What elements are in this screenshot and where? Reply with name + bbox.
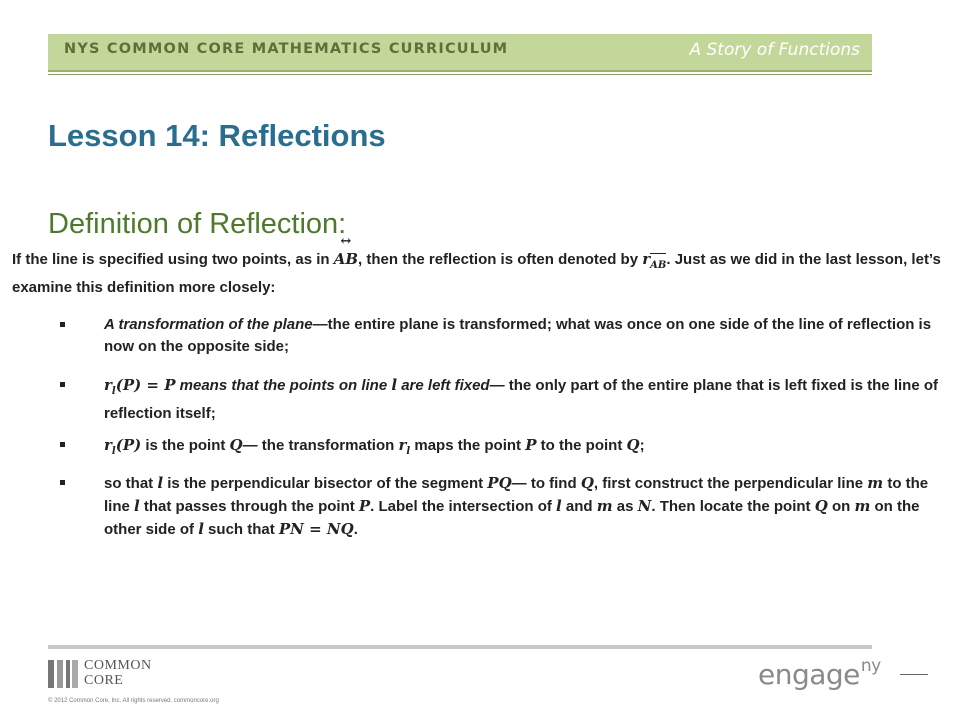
bullet-text-part: is the point: [141, 437, 230, 454]
bullet-text-part: so that: [104, 475, 158, 492]
math-l: l: [198, 520, 204, 538]
bullet-lead: means that the points on line: [175, 377, 392, 394]
bullet-text-part: is the perpendicular bisector of the segment: [163, 475, 488, 492]
math-pq: PQ: [487, 474, 512, 492]
math-equation: PN = NQ: [278, 520, 354, 538]
math-r: r: [398, 436, 407, 454]
curriculum-label: NYS COMMON CORE MATHEMATICS CURRICULUM: [64, 41, 509, 57]
logo-line: COMMON: [84, 658, 152, 673]
bullet-text: [104, 472, 944, 541]
math-p: P: [525, 436, 537, 454]
math-l: l: [134, 497, 140, 515]
bullet-icon: [60, 442, 65, 447]
header-banner: [48, 34, 872, 72]
common-core-logo-icon: [48, 660, 78, 688]
math-r: r: [104, 376, 112, 394]
bullet-text-part: — to find: [511, 475, 581, 492]
bullet-text: [104, 374, 944, 425]
reflection-subscript: AB: [650, 255, 666, 277]
bullet-text-part: to the point: [536, 437, 627, 454]
math-l: l: [556, 497, 562, 515]
footer-divider: [48, 645, 872, 649]
math-q: Q: [229, 436, 243, 454]
bullet-text-part: — the transformation: [242, 437, 399, 454]
engage-text: engage: [758, 658, 860, 691]
bullet-text: [104, 434, 944, 463]
math-expr: (P): [115, 436, 142, 454]
lesson-title: Lesson 14: Reflections: [48, 118, 386, 153]
bullet-text-part: ;: [639, 437, 645, 454]
bullet-icon: [60, 382, 65, 387]
bullet-rest: —the entire plane is transformed; what was once on one side of the line of reflection is now on the opposite side;: [104, 316, 932, 355]
bullet-text-part: that passes through the point: [139, 498, 359, 515]
math-q: Q: [580, 474, 594, 492]
math-l: l: [157, 474, 164, 492]
section-subtitle: Definition of Reflection:: [48, 208, 347, 240]
bullet-icon: [60, 322, 65, 327]
math-sub: l: [111, 446, 116, 457]
math-p: P: [358, 497, 371, 515]
math-sub: l: [111, 386, 116, 397]
bullet-text-part: . Label the intersection of: [370, 498, 557, 515]
ny-text: ny: [860, 656, 881, 676]
intro-text: If the line is specified using two points, as in: [12, 251, 334, 268]
reflection-r: r: [642, 250, 651, 268]
common-core-logo-text: [84, 658, 152, 688]
bullet-text-part: on: [827, 498, 855, 515]
engageny-logo: [758, 656, 881, 691]
header-divider: [48, 74, 872, 75]
intro-paragraph: [12, 248, 942, 299]
bullet-text: [104, 314, 944, 358]
math-expr: (P) = P: [115, 376, 176, 394]
bullet-rest: — the only part of the entire plane that is left fixed is the line of reflection itself;: [104, 377, 938, 422]
bullet-text-part: and: [561, 498, 597, 515]
intro-text: , then the reflection is often denoted by: [358, 251, 643, 268]
bullet-text-part: to the line: [104, 475, 929, 515]
math-m: m: [854, 497, 871, 515]
line-ab: ↔ AB: [334, 248, 358, 270]
bullet-text-part: as: [612, 498, 638, 515]
math-q: Q: [814, 497, 828, 515]
bullet-text-part: . Then locate the point: [651, 498, 815, 515]
bullet-text-part: on the other side of: [104, 498, 920, 538]
bullet-text-part: such that: [203, 521, 279, 538]
bullet-icon: [60, 480, 65, 485]
math-sub: l: [406, 446, 411, 457]
bullet-text-part: maps the point: [410, 437, 526, 454]
math-r: r: [104, 436, 112, 454]
bullet-text-part: .: [353, 521, 358, 538]
intro-text: . Just as we did in the last lesson, let’s examine this definition more closely:: [12, 251, 941, 296]
logo-line: CORE: [84, 673, 124, 688]
math-m: m: [596, 497, 613, 515]
math-q: Q: [626, 436, 640, 454]
footer-accent-line: [900, 674, 928, 675]
bullet-text-part: , first construct the perpendicular line: [593, 475, 868, 492]
story-label: A Story of Functions: [689, 40, 860, 60]
copyright-notice: © 2012 Common Core, Inc. All rights reserved. commoncore.org: [48, 698, 219, 704]
math-l: l: [391, 376, 398, 394]
bullet-lead: are left fixed: [397, 377, 490, 394]
bullet-lead: A transformation of the plane: [104, 316, 313, 333]
math-m: m: [867, 474, 884, 492]
math-n: N: [637, 497, 652, 515]
